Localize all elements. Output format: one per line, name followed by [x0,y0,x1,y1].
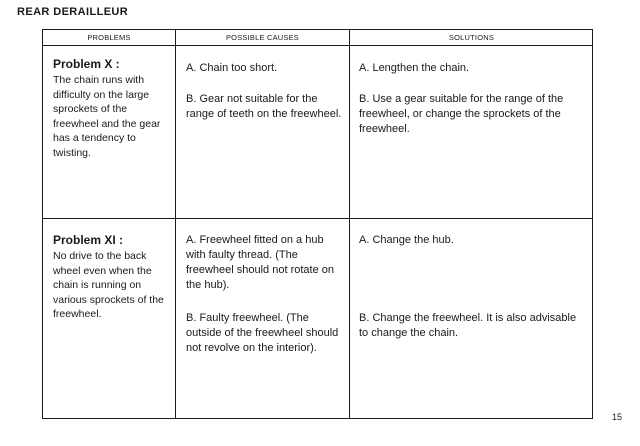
problem-name: Problem XI : [53,233,124,247]
cause-item: A. Chain too short. [186,62,278,74]
solutions-cell [359,61,587,137]
page-number: 15 [611,412,622,422]
header-solutions: SOLUTIONS [448,33,495,42]
problem-description: The chain runs with difficulty on the large sprockets of the freewheel and the gear has a tendency to twisting. [53,74,161,159]
cause-item: B. Faulty freewheel. (The outside of the freewheel should not revolve on the interior). [186,312,339,354]
solutions-cell [359,233,587,341]
cause-item: A. Freewheel fitted on a hub with faulty thread. (The freewheel should not rotate on the hub). [186,234,334,291]
cause-item: B. Gear not suitable for the range of teeth on the freewheel. [186,93,342,120]
section-title: REAR DERAILLEUR [17,6,129,18]
problem-name: Problem X : [53,57,120,71]
causes-cell [186,61,344,122]
problem-description: No drive to the back wheel even when the chain is running on various sprockets of the freewheel. [53,250,164,320]
solution-item: B. Use a gear suitable for the range of the freewheel, or change the sprockets of the freewheel. [359,93,564,135]
solution-item: B. Change the freewheel. It is also advisable to change the chain. [359,312,577,339]
problem-cell [53,233,171,322]
causes-cell [186,233,344,356]
header-possible-causes: POSSIBLE CAUSES [225,33,300,42]
column-divider [349,30,350,418]
solution-item: A. Lengthen the chain. [359,62,470,74]
troubleshooting-table [42,29,593,419]
problem-cell [53,57,171,160]
header-problems: PROBLEMS [87,33,131,42]
row-divider [43,218,592,219]
solution-item: A. Change the hub. [359,234,454,246]
column-divider [175,30,176,418]
